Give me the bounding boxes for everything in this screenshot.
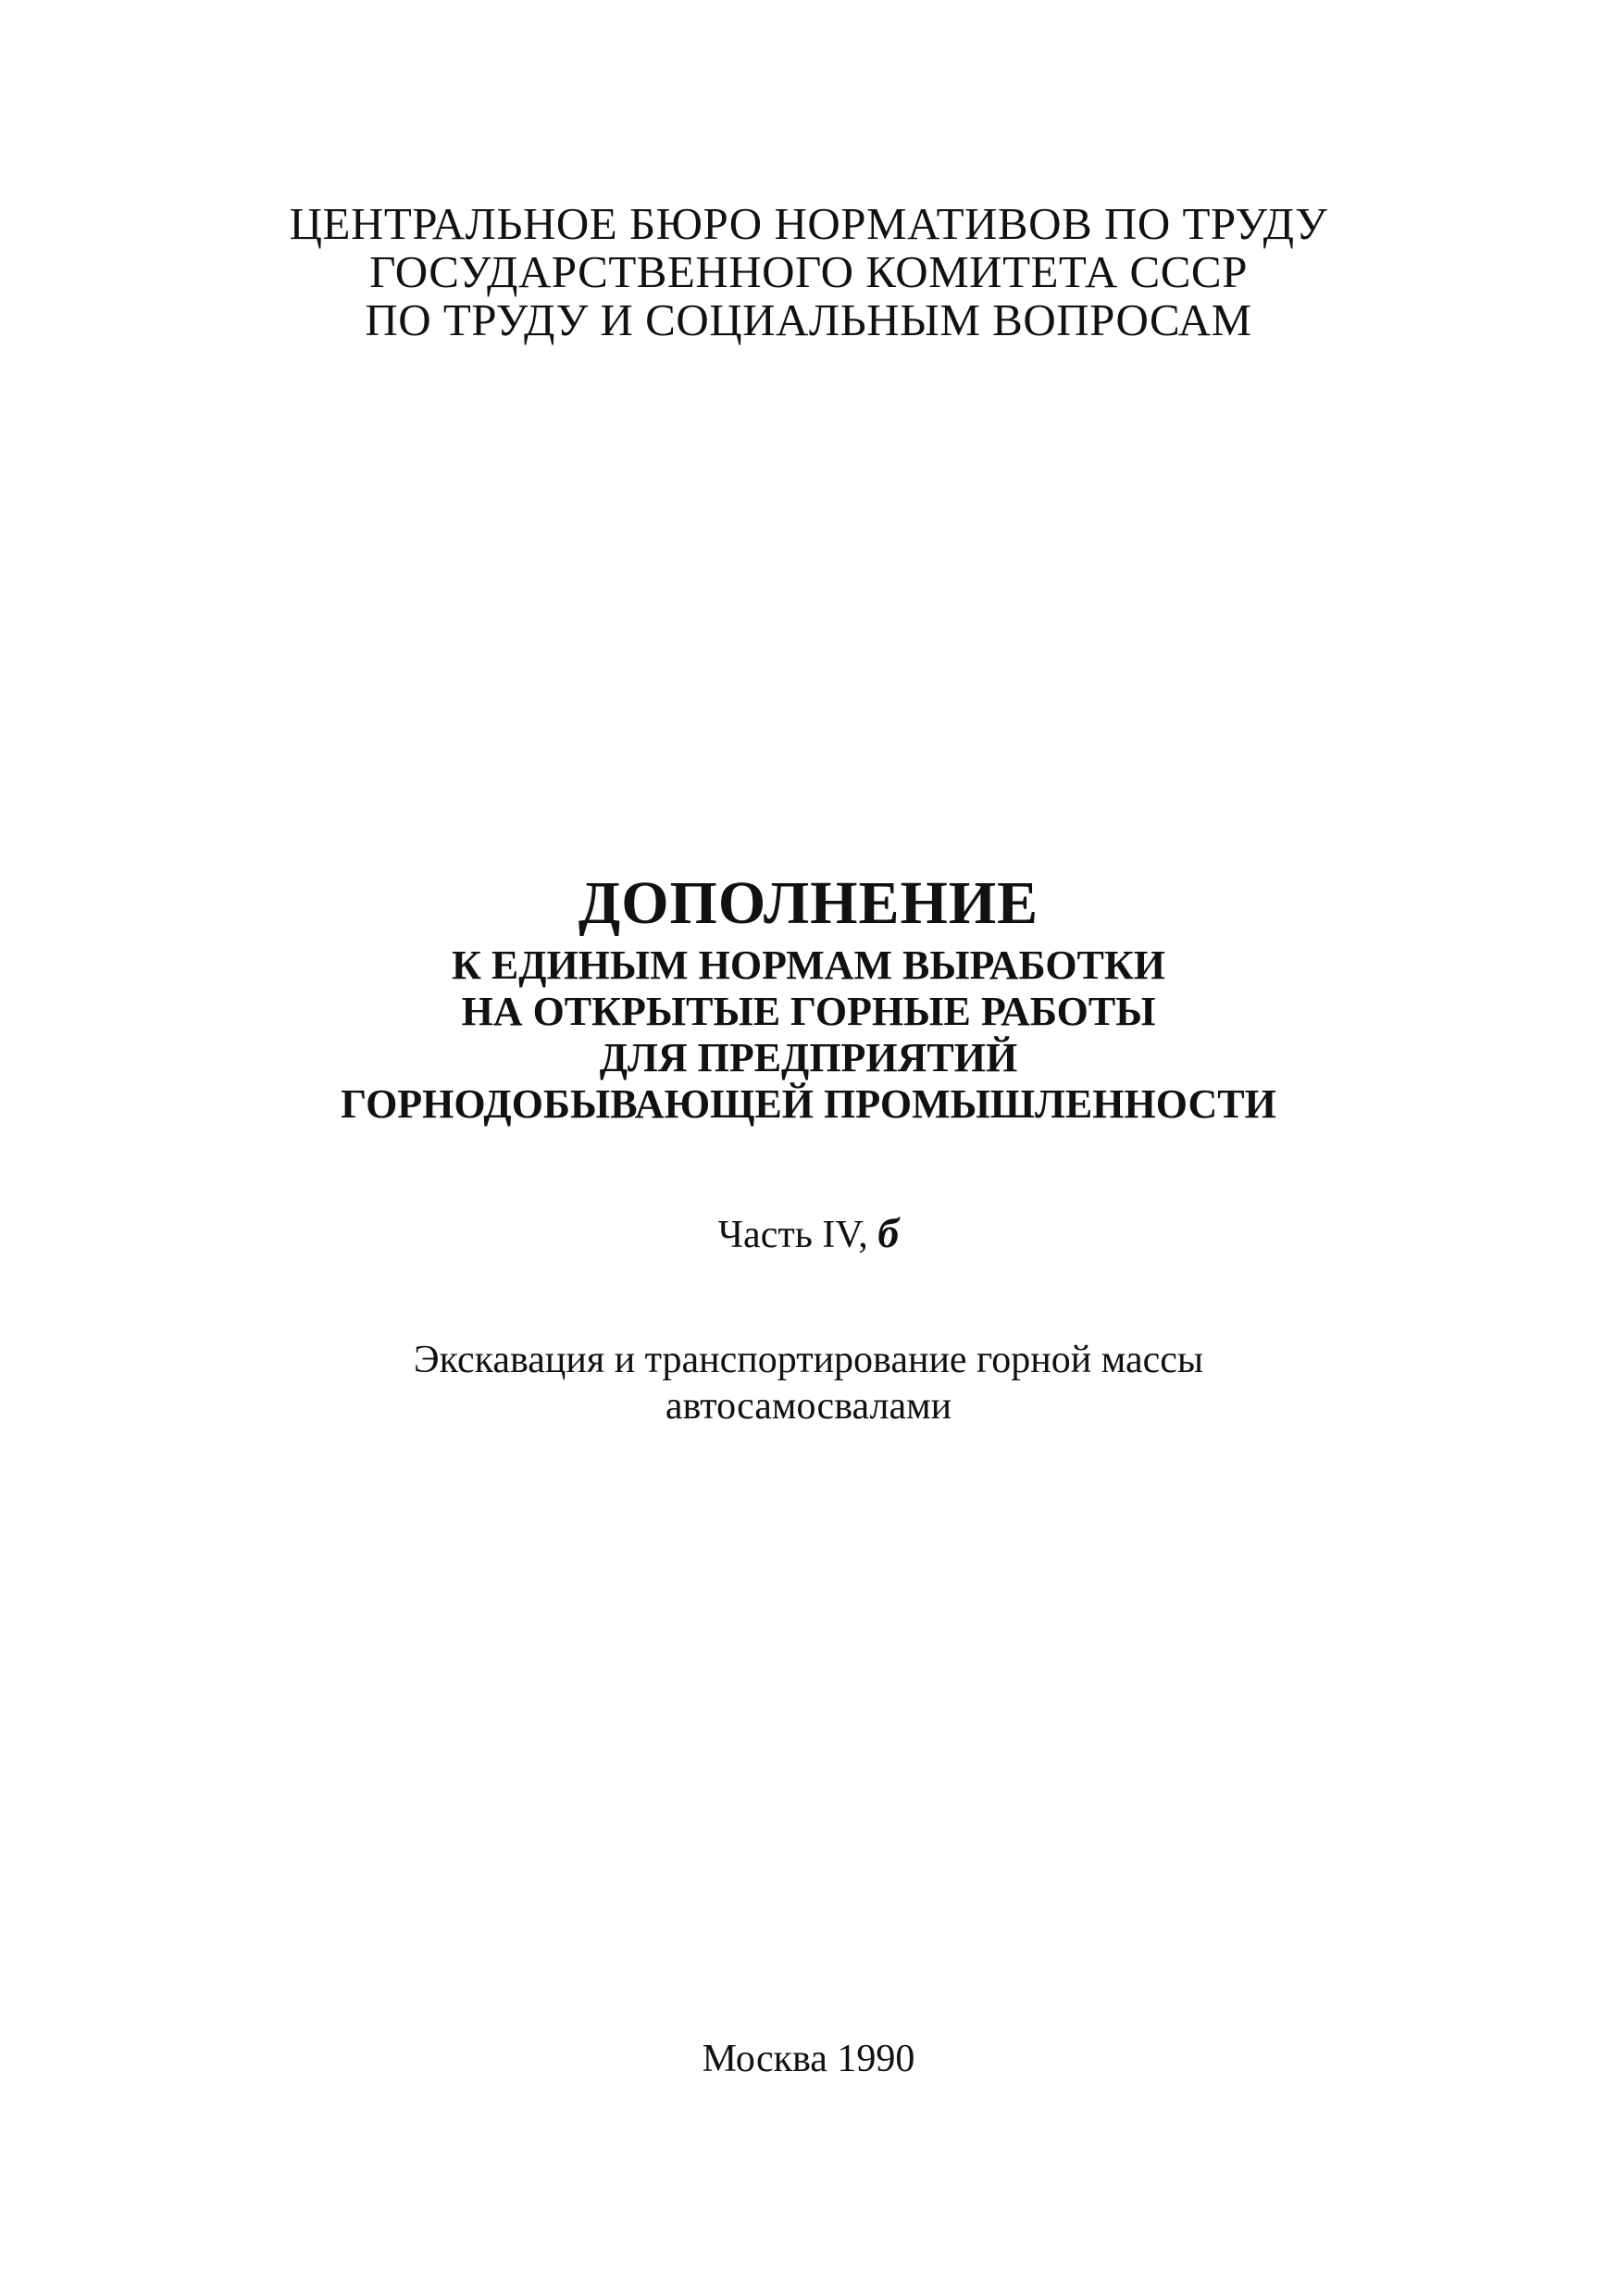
organization-header (0, 200, 1617, 344)
subject-line-1: Экскавация и транспортирование горной массы (413, 1339, 1204, 1381)
subtitle-line-4: ГОРНОДОБЫВАЮЩЕЙ ПРОМЫШЛЕННОСТИ (341, 1081, 1276, 1127)
subtitle-line-2: НА ОТКРЫТЫЕ ГОРНЫЕ РАБОТЫ (461, 989, 1156, 1034)
part-line (0, 1211, 1617, 1257)
organization-line-1: ЦЕНТРАЛЬНОЕ БЮРО НОРМАТИВОВ ПО ТРУДУ (289, 198, 1328, 249)
document-title (0, 870, 1617, 937)
subtitle-line-3: ДЛЯ ПРЕДПРИЯТИЙ (599, 1035, 1018, 1080)
handwritten-part-letter: б (877, 1209, 900, 1256)
part-designation (0, 1211, 1617, 1257)
subject-line-2: автосамосвалами (665, 1385, 952, 1428)
place-year: Москва 1990 (702, 2038, 915, 2080)
organization-line-3: ПО ТРУДУ И СОЦИАЛЬНЫМ ВОПРОСАМ (365, 294, 1252, 345)
organization-line-2: ГОСУДАРСТВЕННОГО КОМИТЕТА СССР (369, 246, 1248, 297)
subtitle-line-1: К ЕДИНЫМ НОРМАМ ВЫРАБОТКИ (451, 942, 1166, 988)
document-subtitle (0, 942, 1617, 1128)
document-subject (0, 1337, 1617, 1429)
publication-footer (0, 2037, 1617, 2081)
part-label: Часть IV, (717, 1214, 868, 1256)
title-main-text: ДОПОЛНЕНИЕ (578, 869, 1039, 937)
